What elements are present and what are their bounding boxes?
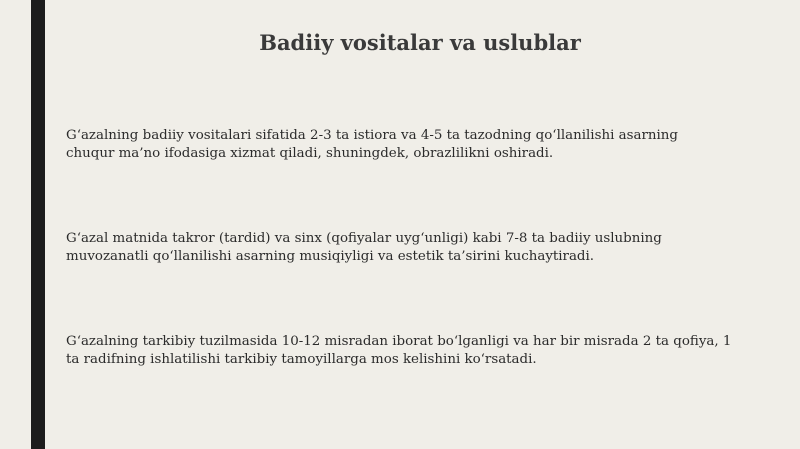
paragraph-line: G‘azal matnida takror (tardid) va sinx (qofiyalar uyg‘unligi) kabi 7-8 ta badiiy uslubning (66, 231, 662, 246)
paragraph-line: chuqur ma’no ifodasiga xizmat qiladi, shuningdek, obrazlilikni oshiradi. (66, 146, 554, 161)
paragraph-tuzilma (66, 333, 780, 369)
paragraph-takror (66, 230, 780, 266)
paragraph-line: G‘azalning tarkibiy tuzilmasida 10-12 misradan iborat bo‘lganligi va har bir misrada 2 ta qofiya, 1 (66, 334, 732, 349)
paragraph-istiora (66, 127, 780, 163)
paragraph-line: ta radifning ishlatilishi tarkibiy tamoyillarga mos kelishini ko‘rsatadi. (66, 352, 537, 367)
paragraph-line: muvozanatli qo‘llanilishi asarning musiqiyligi va estetik ta’sirini kuchaytiradi. (66, 249, 595, 264)
paragraph-line: G‘azalning badiiy vositalari sifatida 2-3 ta istiora va 4-5 ta tazodning qo‘llanilishi asarning (66, 128, 678, 143)
slide-title: Badiiy vositalar va uslublar (259, 30, 581, 55)
left-accent-bar (31, 0, 45, 449)
